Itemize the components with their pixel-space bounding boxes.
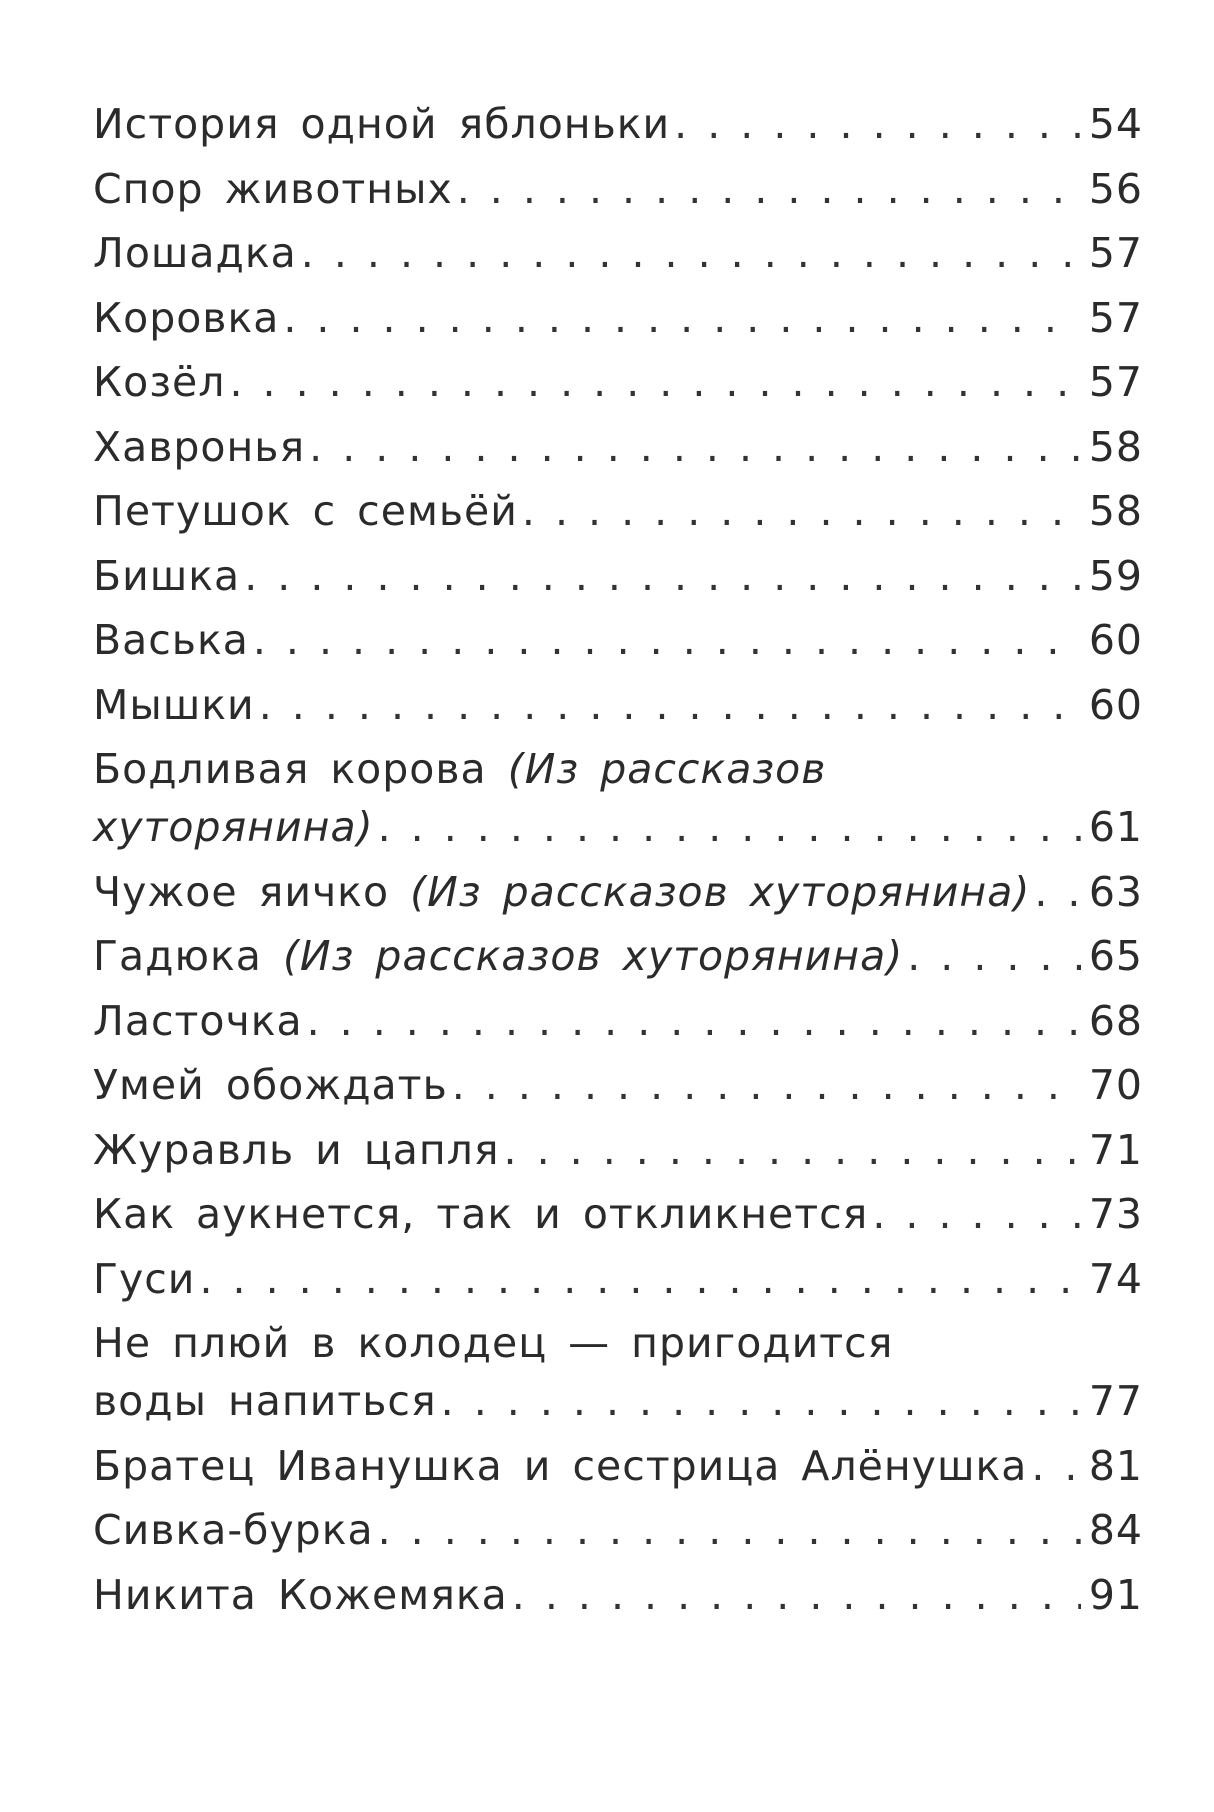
toc-entry-subtitle-continued: хуторянина) <box>93 803 374 851</box>
dot-leader <box>674 92 1081 157</box>
toc-entry-title: Как аукнется, так и откликнется <box>93 1190 869 1238</box>
toc-entry-page: 57 <box>1088 229 1143 277</box>
toc-entry-page: 91 <box>1088 1570 1143 1619</box>
toc-entry-title: История одной яблоньки <box>93 100 671 148</box>
toc-entry <box>93 1118 1143 1183</box>
toc-entry <box>93 989 1143 1054</box>
toc-entry-page: 60 <box>1088 616 1143 664</box>
toc-entry-page: 63 <box>1088 867 1143 916</box>
dot-leader <box>907 924 1081 989</box>
toc-entry-title-continued: воды напиться <box>93 1377 437 1425</box>
toc-entry-title: Спор животных <box>93 164 453 213</box>
toc-entry-title: Хавронья <box>93 422 306 471</box>
toc-entry <box>93 1498 1143 1563</box>
toc-entry-subtitle: (Из рассказов <box>507 745 827 793</box>
toc-entry-page: 71 <box>1088 1125 1143 1174</box>
toc-entry <box>93 92 1143 157</box>
toc-entry-page: 60 <box>1088 680 1143 729</box>
toc-entry-title: Ласточка <box>93 996 303 1045</box>
toc-entry-title: Сивка-бурка <box>93 1506 374 1554</box>
toc-entry <box>93 415 1143 480</box>
toc-entry-subtitle: (Из рассказов хуторянина) <box>282 932 904 980</box>
toc-entry <box>93 479 1143 544</box>
toc-entry-page: 81 <box>1088 1441 1143 1490</box>
toc-entry-page: 54 <box>1088 100 1143 148</box>
toc-entry-page: 58 <box>1088 487 1143 535</box>
dot-leader <box>259 673 1081 738</box>
toc-entry <box>93 924 1143 989</box>
dot-leader <box>307 989 1081 1054</box>
toc-entry <box>93 1434 1143 1499</box>
dot-leader <box>1031 1434 1081 1499</box>
toc-entry <box>93 737 1143 860</box>
dot-leader <box>229 350 1081 415</box>
toc-entry <box>93 608 1143 673</box>
toc-entry-title: Журавль и цапля <box>93 1125 500 1174</box>
toc-entry-title: Умей обождать <box>93 1061 448 1109</box>
toc-entry <box>93 350 1143 415</box>
toc-entry-page: 74 <box>1088 1254 1143 1303</box>
toc-entry <box>93 544 1143 609</box>
toc-entry-page: 73 <box>1088 1190 1143 1238</box>
dot-leader <box>441 1369 1081 1434</box>
toc-entry <box>93 221 1143 286</box>
toc-entry-page: 57 <box>1088 293 1143 342</box>
toc-entry-title: Козёл <box>93 358 226 406</box>
dot-leader <box>283 286 1081 351</box>
toc-entry <box>93 1182 1143 1247</box>
toc-entry-page: 77 <box>1088 1377 1143 1425</box>
toc-entry-title: Лошадка <box>93 229 297 277</box>
toc-entry-title: Коровка <box>93 293 280 342</box>
table-of-contents <box>93 92 1143 1627</box>
toc-entry-title: Бодливая корова <box>93 745 487 793</box>
toc-entry-page: 57 <box>1088 358 1143 406</box>
dot-leader <box>522 479 1081 544</box>
toc-entry-page: 68 <box>1088 996 1143 1045</box>
toc-entry-page: 56 <box>1088 164 1143 213</box>
dot-leader <box>452 1053 1081 1118</box>
toc-entry-page: 61 <box>1088 803 1143 851</box>
toc-entry <box>93 157 1143 222</box>
toc-entry-page: 65 <box>1088 932 1143 980</box>
toc-entry-title-line <box>93 860 1030 925</box>
toc-entry-title: Чужое яичко <box>93 867 390 916</box>
toc-entry-title: Васька <box>93 616 249 664</box>
toc-entry <box>93 673 1143 738</box>
toc-entry <box>93 286 1143 351</box>
toc-entry-title-line <box>93 737 826 802</box>
toc-entry-title: Петушок с семьёй <box>93 487 518 535</box>
dot-leader <box>504 1118 1081 1183</box>
toc-entry-page: 59 <box>1088 551 1143 600</box>
dot-leader <box>512 1563 1081 1628</box>
dot-leader <box>244 544 1081 609</box>
toc-entry-page: 58 <box>1088 422 1143 471</box>
toc-entry-subtitle: (Из рассказов хуторянина) <box>410 867 1031 916</box>
toc-entry <box>93 1247 1143 1312</box>
dot-leader <box>199 1247 1081 1312</box>
toc-entry <box>93 1563 1143 1628</box>
dot-leader <box>872 1182 1081 1247</box>
toc-entry <box>93 1311 1143 1434</box>
dot-leader <box>301 221 1081 286</box>
toc-entry <box>93 1053 1143 1118</box>
dot-leader <box>309 415 1081 480</box>
toc-entry-title: Никита Кожемяка <box>93 1570 508 1619</box>
dot-leader <box>253 608 1081 673</box>
dot-leader <box>378 1498 1081 1563</box>
toc-entry-title-line <box>93 924 903 989</box>
toc-entry-page: 70 <box>1088 1061 1143 1109</box>
dot-leader <box>457 157 1081 222</box>
toc-entry-title: Не плюй в колодец — пригодится <box>93 1319 894 1367</box>
toc-entry-title: Гадюка <box>93 932 262 980</box>
dot-leader <box>1034 860 1081 925</box>
toc-entry-page: 84 <box>1088 1506 1143 1554</box>
toc-entry-title: Гуси <box>93 1254 196 1303</box>
dot-leader <box>378 795 1081 860</box>
toc-entry <box>93 860 1143 925</box>
toc-entry-title: Бишка <box>93 551 241 600</box>
toc-entry-title: Братец Иванушка и сестрица Алёнушка <box>93 1441 1028 1490</box>
toc-entry-title: Мышки <box>93 680 255 729</box>
